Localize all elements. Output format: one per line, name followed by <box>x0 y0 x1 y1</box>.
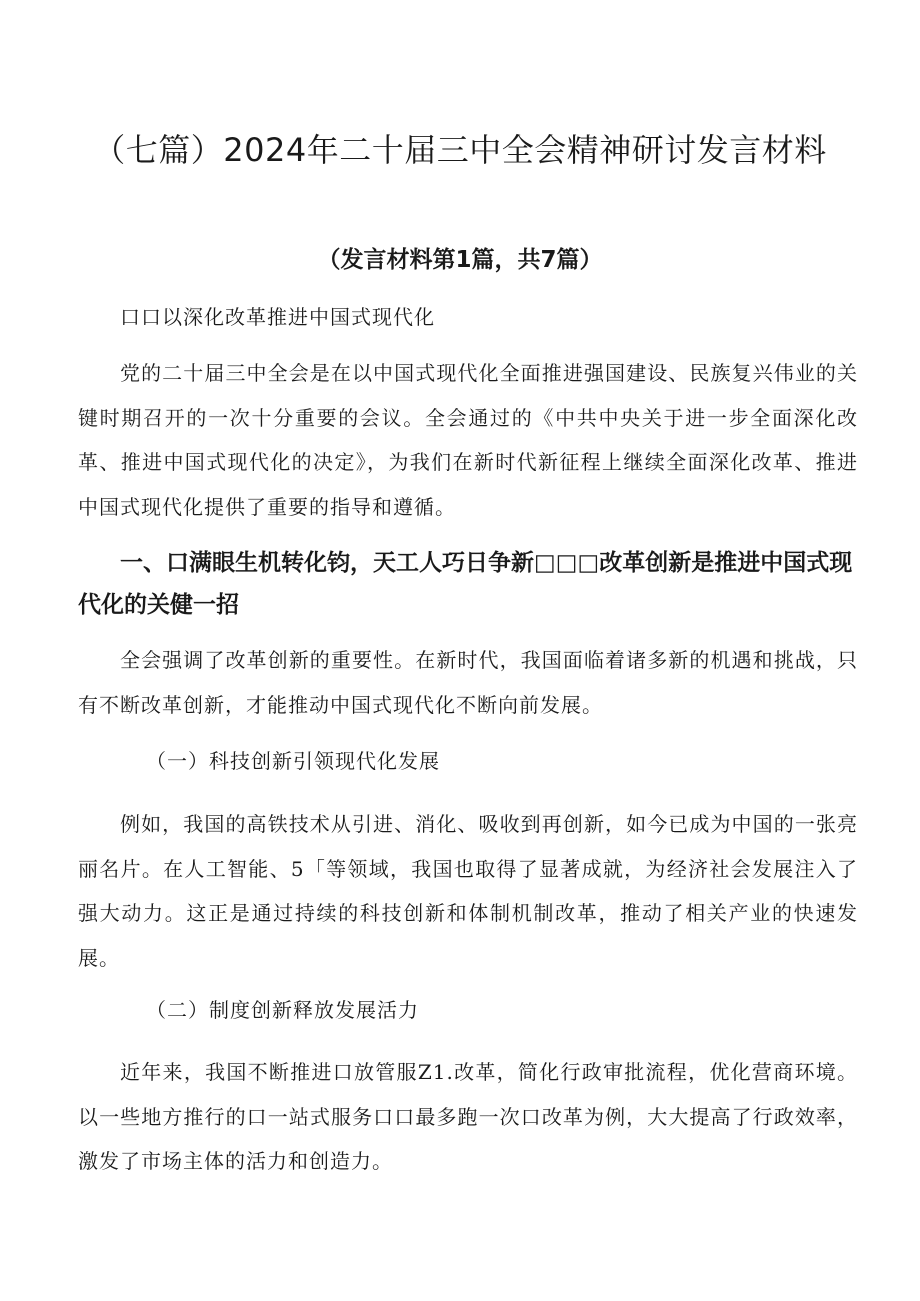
subheading-institutional-innovation: （二）制度创新释放发展活力 <box>146 998 419 1022</box>
section-heading-1: 一、口满眼生机转化钧，天工人巧日争新□□□改革创新是推进中国式现代化的关健一招 <box>78 550 853 618</box>
document-title: （七篇）2024年二十届三中全会精神研讨发言材料 <box>93 131 827 169</box>
paragraph-tech-example: 例如，我国的高铁技术从引进、消化、吸收到再创新，如今已成为中国的一张亮丽名片。在人工智能、5「等领域，我国也取得了显著成就，为经济社会发展注入了强大动力。这正是通过持续的科技创新和体制机制改革，推动了相关产业的快速发展。 <box>78 812 858 970</box>
paragraph-institutional-example: 近年来，我国不断推进口放管服Z1.改革，简化行政审批流程，优化营商环境。以一些地方推行的口一站式服务口口最多跑一次口改革为例，大大提高了行政效率，激发了市场主体的活力和创造力。 <box>78 1060 858 1173</box>
subheading-tech-innovation: （一）科技创新引领现代化发展 <box>146 749 440 773</box>
intro-line: 口口以深化改革推进中国式现代化 <box>120 305 435 329</box>
paragraph-reform-importance: 全会强调了改革创新的重要性。在新时代，我国面临着诸多新的机遇和挑战，只有不断改革创新，才能推动中国式现代化不断向前发展。 <box>78 648 858 717</box>
document-subtitle: （发言材料第1篇，共7篇） <box>317 247 603 273</box>
paragraph-opening: 党的二十届三中全会是在以中国式现代化全面推进强国建设、民族复兴伟业的关键时期召开的一次十分重要的会议。全会通过的《中共中央关于进一步全面深化改革、推进中国式现代化的决定》，为我们在新时代新征程上继续全面深化改革、推进中国式现代化提供了重要的指导和遵循。 <box>78 361 858 519</box>
